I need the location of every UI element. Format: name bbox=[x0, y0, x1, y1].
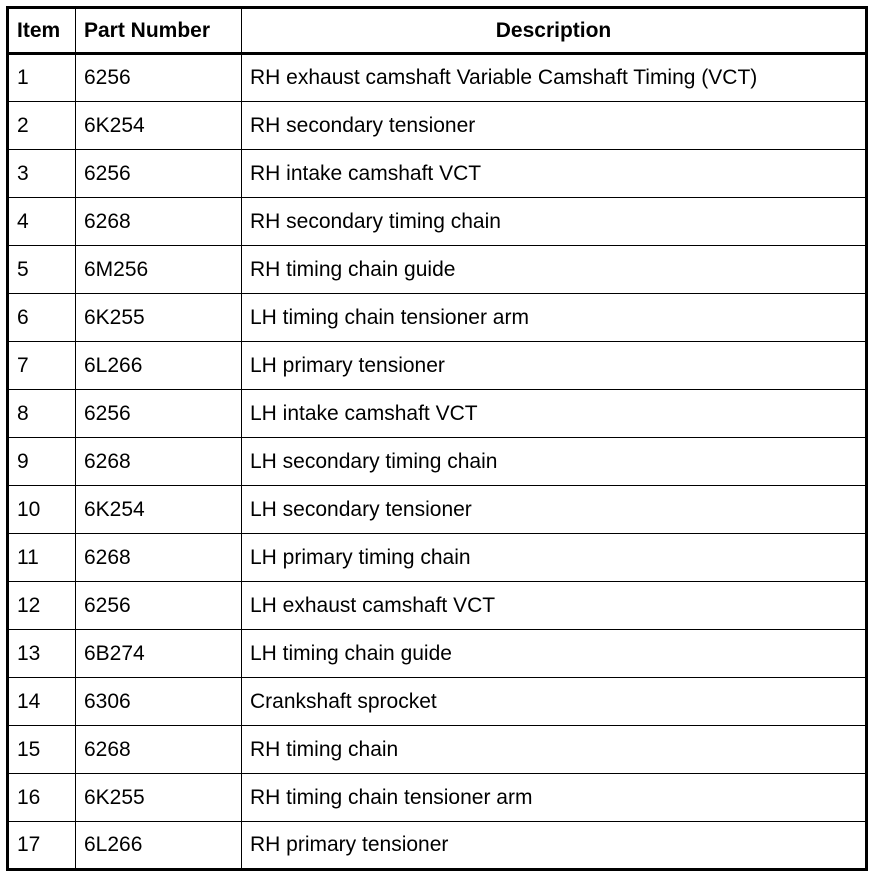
table-row bbox=[8, 582, 867, 630]
cell-item: 12 bbox=[8, 582, 76, 630]
cell-description: RH primary tensioner bbox=[242, 822, 867, 870]
cell-part-number: 6K254 bbox=[76, 486, 242, 534]
cell-item: 6 bbox=[8, 294, 76, 342]
cell-part-number: 6256 bbox=[76, 150, 242, 198]
cell-item: 1 bbox=[8, 54, 76, 102]
header-description: Description bbox=[242, 8, 867, 54]
cell-item: 4 bbox=[8, 198, 76, 246]
table-row bbox=[8, 246, 867, 294]
cell-item: 11 bbox=[8, 534, 76, 582]
cell-item: 14 bbox=[8, 678, 76, 726]
table-row bbox=[8, 726, 867, 774]
table-row bbox=[8, 198, 867, 246]
cell-part-number: 6256 bbox=[76, 582, 242, 630]
table-row bbox=[8, 54, 867, 102]
table-header bbox=[8, 8, 867, 54]
cell-part-number: 6268 bbox=[76, 438, 242, 486]
header-item: Item bbox=[8, 8, 76, 54]
cell-item: 10 bbox=[8, 486, 76, 534]
table-row bbox=[8, 438, 867, 486]
cell-item: 2 bbox=[8, 102, 76, 150]
cell-part-number: 6L266 bbox=[76, 342, 242, 390]
cell-part-number: 6L266 bbox=[76, 822, 242, 870]
cell-part-number: 6K255 bbox=[76, 774, 242, 822]
cell-description: RH exhaust camshaft Variable Camshaft Timing (VCT) bbox=[242, 54, 867, 102]
cell-description: LH secondary tensioner bbox=[242, 486, 867, 534]
cell-description: RH timing chain tensioner arm bbox=[242, 774, 867, 822]
cell-description: RH secondary timing chain bbox=[242, 198, 867, 246]
cell-description: LH intake camshaft VCT bbox=[242, 390, 867, 438]
cell-description: Crankshaft sprocket bbox=[242, 678, 867, 726]
cell-part-number: 6256 bbox=[76, 390, 242, 438]
cell-part-number: 6B274 bbox=[76, 630, 242, 678]
cell-description: LH timing chain guide bbox=[242, 630, 867, 678]
cell-part-number: 6268 bbox=[76, 726, 242, 774]
cell-item: 5 bbox=[8, 246, 76, 294]
cell-description: LH primary tensioner bbox=[242, 342, 867, 390]
cell-description: LH secondary timing chain bbox=[242, 438, 867, 486]
cell-item: 17 bbox=[8, 822, 76, 870]
table-row bbox=[8, 486, 867, 534]
cell-part-number: 6K255 bbox=[76, 294, 242, 342]
cell-item: 16 bbox=[8, 774, 76, 822]
cell-part-number: 6256 bbox=[76, 54, 242, 102]
table-row bbox=[8, 294, 867, 342]
table-row bbox=[8, 774, 867, 822]
cell-item: 15 bbox=[8, 726, 76, 774]
table-row bbox=[8, 342, 867, 390]
cell-part-number: 6K254 bbox=[76, 102, 242, 150]
table-row bbox=[8, 102, 867, 150]
cell-item: 7 bbox=[8, 342, 76, 390]
cell-item: 3 bbox=[8, 150, 76, 198]
table-row bbox=[8, 678, 867, 726]
cell-item: 13 bbox=[8, 630, 76, 678]
table-row bbox=[8, 150, 867, 198]
cell-description: LH primary timing chain bbox=[242, 534, 867, 582]
cell-description: RH secondary tensioner bbox=[242, 102, 867, 150]
cell-part-number: 6268 bbox=[76, 534, 242, 582]
table-row bbox=[8, 630, 867, 678]
cell-description: RH timing chain bbox=[242, 726, 867, 774]
cell-part-number: 6306 bbox=[76, 678, 242, 726]
parts-table bbox=[6, 6, 868, 871]
cell-part-number: 6M256 bbox=[76, 246, 242, 294]
table-row bbox=[8, 534, 867, 582]
table-body bbox=[8, 54, 867, 870]
cell-item: 9 bbox=[8, 438, 76, 486]
cell-part-number: 6268 bbox=[76, 198, 242, 246]
cell-description: RH intake camshaft VCT bbox=[242, 150, 867, 198]
table-row bbox=[8, 390, 867, 438]
cell-item: 8 bbox=[8, 390, 76, 438]
header-part-number: Part Number bbox=[76, 8, 242, 54]
cell-description: LH exhaust camshaft VCT bbox=[242, 582, 867, 630]
header-row bbox=[8, 8, 867, 54]
cell-description: RH timing chain guide bbox=[242, 246, 867, 294]
table-row bbox=[8, 822, 867, 870]
cell-description: LH timing chain tensioner arm bbox=[242, 294, 867, 342]
